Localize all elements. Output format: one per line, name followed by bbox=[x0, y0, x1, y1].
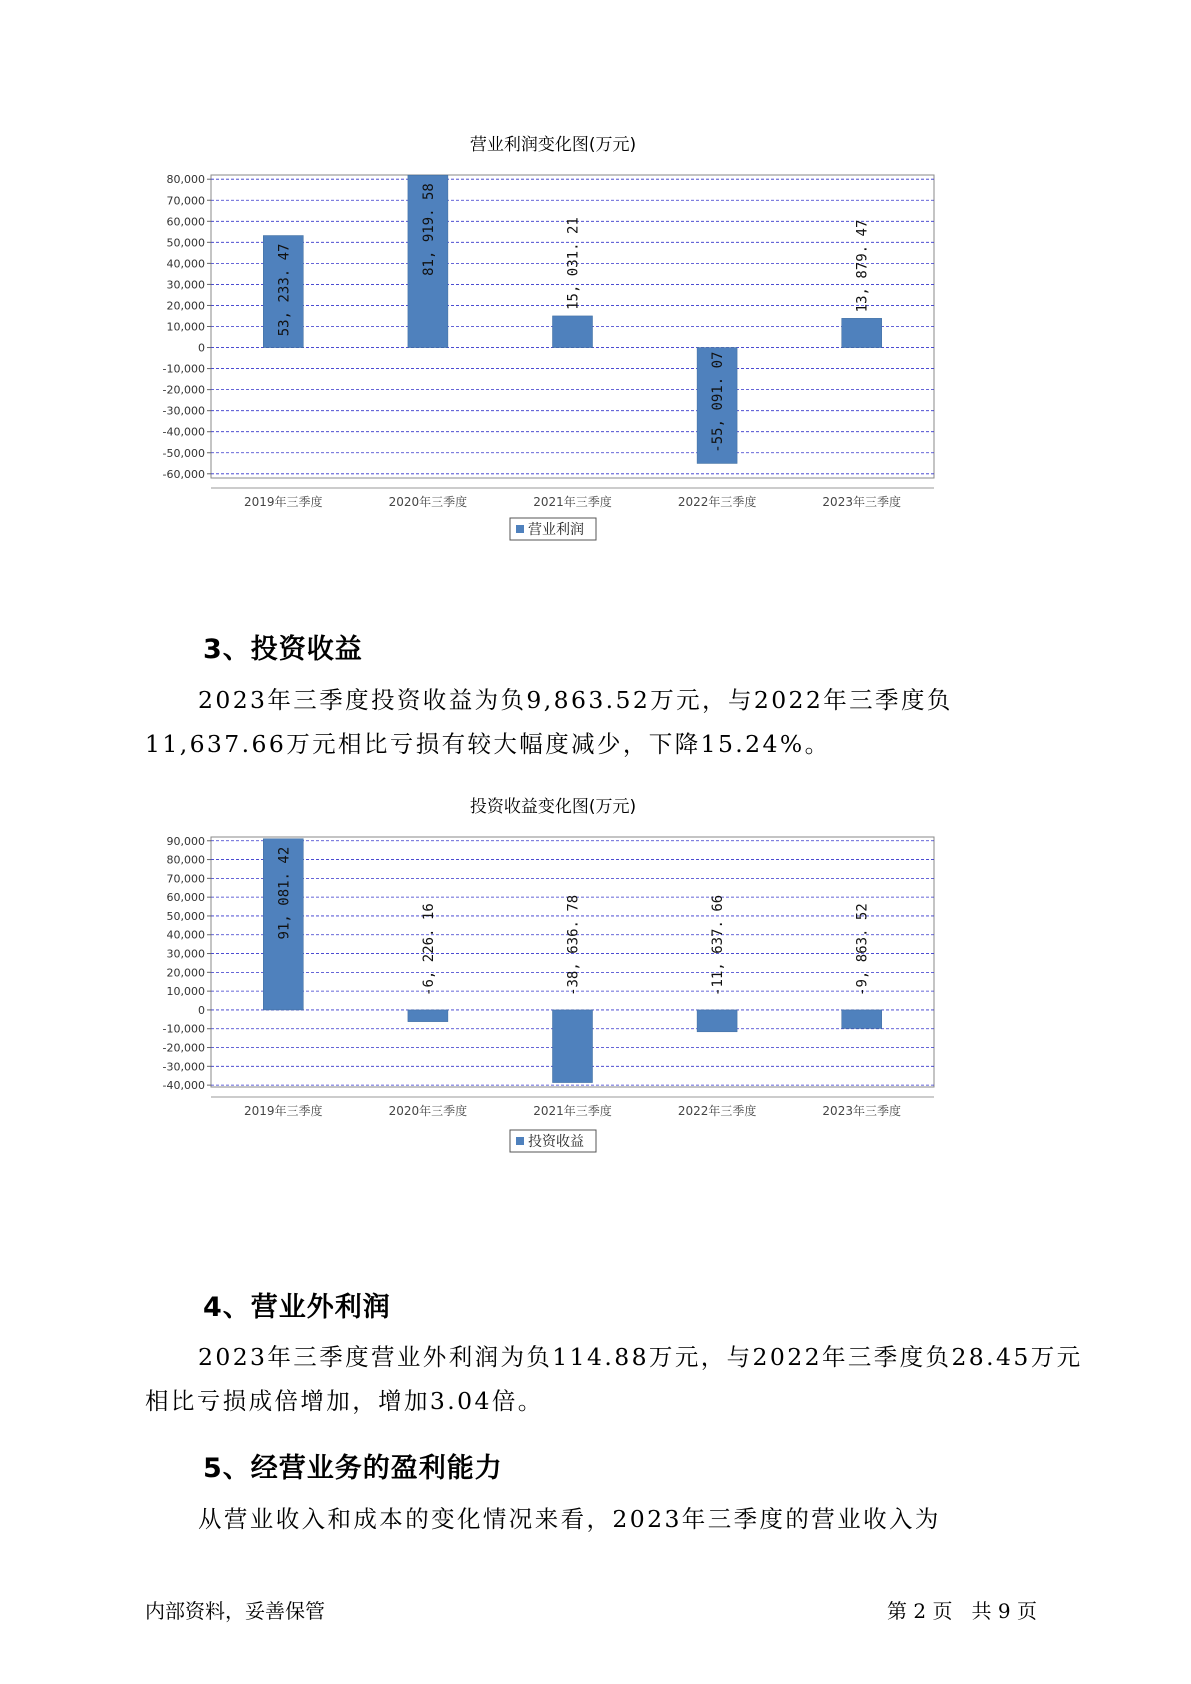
y-tick-label: -10,000 bbox=[162, 1022, 205, 1036]
y-tick-label: 0 bbox=[198, 341, 205, 355]
legend bbox=[510, 1130, 596, 1152]
bar-value-label: -55, 091. 07 bbox=[710, 351, 727, 453]
y-tick-label: -10,000 bbox=[162, 362, 205, 376]
y-tick-label: -40,000 bbox=[162, 1079, 205, 1093]
bar bbox=[697, 1010, 737, 1032]
y-tick-label: 0 bbox=[198, 1003, 205, 1017]
section-4-text: 2023年三季度营业外利润为负114.88万元，与2022年三季度负28.45万元相比亏损成倍增加，增加3.04倍。 bbox=[145, 1343, 1083, 1415]
section-3-text: 2023年三季度投资收益为负9,863.52万元，与2022年三季度负11,637.66万元相比亏损有较大幅度减少，下降15.24%。 bbox=[145, 686, 953, 758]
y-tick-label: 10,000 bbox=[166, 320, 205, 334]
legend-label: 营业利润 bbox=[528, 522, 584, 538]
section-5-text: 从营业收入和成本的变化情况来看，2023年三季度的营业收入为 bbox=[198, 1505, 941, 1533]
x-tick-label: 2020年三季度 bbox=[388, 495, 468, 509]
y-tick-label: 70,000 bbox=[166, 872, 205, 886]
bar bbox=[842, 1010, 882, 1029]
y-tick-label: 30,000 bbox=[166, 947, 205, 961]
x-tick-label: 2022年三季度 bbox=[677, 1104, 757, 1118]
y-tick-label: 90,000 bbox=[166, 834, 205, 848]
x-tick-label: 2022年三季度 bbox=[677, 495, 757, 509]
chart-title: 投资收益变化图(万元) bbox=[469, 797, 637, 817]
y-tick-label: 40,000 bbox=[166, 257, 205, 271]
bar-value-label: -11, 637. 66 bbox=[710, 894, 727, 996]
y-tick-label: 10,000 bbox=[166, 985, 205, 999]
bar-value-label: -9, 863. 52 bbox=[854, 903, 871, 996]
operating-profit-chart bbox=[0, 130, 1191, 590]
y-tick-label: 60,000 bbox=[166, 891, 205, 905]
y-tick-label: -40,000 bbox=[162, 425, 205, 439]
legend-label: 投资收益 bbox=[528, 1134, 584, 1150]
bar bbox=[408, 1010, 448, 1022]
y-tick-label: -30,000 bbox=[162, 1060, 205, 1074]
investment-income-chart-svg bbox=[0, 792, 1191, 1252]
y-tick-label: 30,000 bbox=[166, 278, 205, 292]
bar-value-label: -38, 636. 78 bbox=[565, 894, 582, 996]
bar-value-label: 91, 081. 42 bbox=[276, 846, 293, 940]
legend bbox=[510, 518, 596, 540]
footer-page-number: 第 2 页 共 9 页 bbox=[887, 1599, 1037, 1623]
x-tick-label: 2023年三季度 bbox=[822, 495, 901, 509]
y-tick-label: 60,000 bbox=[166, 215, 205, 229]
y-tick-label: 40,000 bbox=[166, 928, 205, 942]
section-5-heading: 5、经营业务的盈利能力 bbox=[203, 1453, 503, 1484]
y-tick-label: -60,000 bbox=[162, 467, 205, 481]
y-tick-label: 70,000 bbox=[166, 194, 205, 208]
y-tick-label: 20,000 bbox=[166, 299, 205, 313]
y-tick-label: 50,000 bbox=[166, 236, 205, 250]
y-tick-label: 20,000 bbox=[166, 966, 205, 980]
y-tick-label: -20,000 bbox=[162, 1041, 205, 1055]
bar-value-label: 15, 031. 21 bbox=[565, 217, 582, 310]
x-tick-label: 2021年三季度 bbox=[533, 1104, 612, 1118]
footer-left: 内部资料，妥善保管 bbox=[145, 1599, 325, 1623]
section-3-heading: 3、投资收益 bbox=[203, 634, 363, 665]
bar-value-label: 53, 233. 47 bbox=[276, 243, 293, 337]
operating-profit-chart-svg bbox=[0, 130, 1191, 590]
y-tick-label: 80,000 bbox=[166, 853, 205, 867]
y-tick-label: 80,000 bbox=[166, 173, 205, 187]
bar bbox=[553, 1010, 593, 1083]
bar-value-label: 13, 879. 47 bbox=[854, 219, 871, 313]
investment-income-chart bbox=[0, 792, 1191, 1252]
x-tick-label: 2019年三季度 bbox=[244, 1104, 323, 1118]
bar bbox=[842, 318, 882, 347]
section-4-heading: 4、营业外利润 bbox=[203, 1292, 391, 1323]
y-tick-label: -50,000 bbox=[162, 446, 205, 460]
y-tick-label: 50,000 bbox=[166, 909, 205, 923]
x-tick-label: 2021年三季度 bbox=[533, 495, 612, 509]
legend-swatch bbox=[516, 1137, 524, 1145]
x-tick-label: 2023年三季度 bbox=[822, 1104, 901, 1118]
x-tick-label: 2020年三季度 bbox=[388, 1104, 468, 1118]
bar bbox=[553, 316, 593, 348]
legend-swatch bbox=[516, 525, 524, 533]
chart-title: 营业利润变化图(万元) bbox=[469, 135, 637, 155]
bar-value-label: -6, 226. 16 bbox=[420, 903, 437, 996]
y-tick-label: -30,000 bbox=[162, 404, 205, 418]
y-tick-label: -20,000 bbox=[162, 383, 205, 397]
x-tick-label: 2019年三季度 bbox=[244, 495, 323, 509]
bar-value-label: 81, 919. 58 bbox=[420, 183, 437, 276]
